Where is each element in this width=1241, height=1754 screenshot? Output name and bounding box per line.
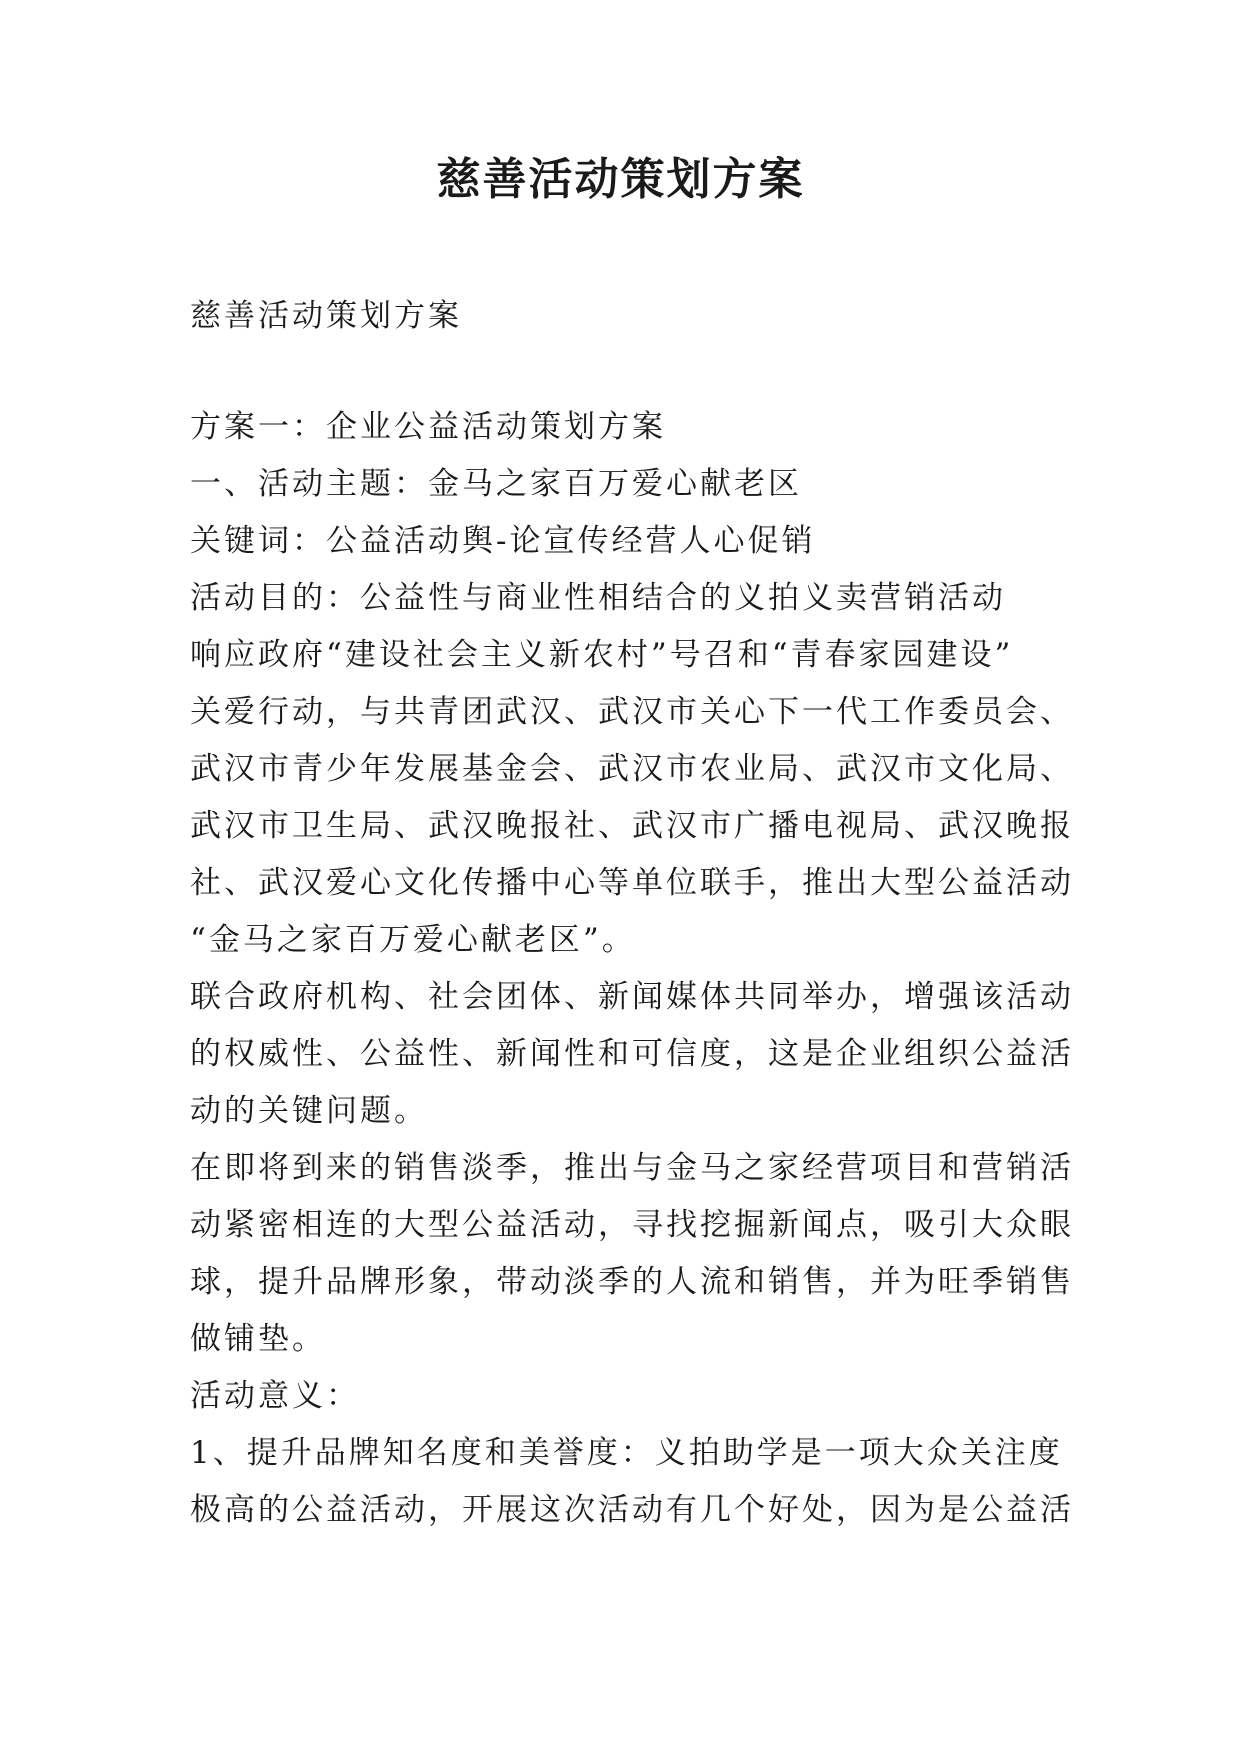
body-line: 武汉市青少年发展基金会、武汉市农业局、武汉市文化局、 <box>190 751 1074 787</box>
body-line: 响应政府“建设社会主义新农村”号召和“青春家园建设” <box>190 637 1014 673</box>
body-line: 一、活动主题：金马之家百万爱心献老区 <box>190 466 802 502</box>
body-line: 1、提升品牌知名度和美誉度：义拍助学是一项大众关注度 <box>190 1435 1063 1471</box>
body-line: 做铺垫。 <box>190 1321 326 1357</box>
body-line: 动的关键问题。 <box>190 1093 428 1129</box>
body-line: 联合政府机构、社会团体、新闻媒体共同举办，增强该活动 <box>190 979 1074 1015</box>
body-line: 武汉市卫生局、武汉晚报社、武汉市广播电视局、武汉晚报 <box>190 808 1074 844</box>
body-line: 活动意义： <box>190 1378 360 1414</box>
body-line: 活动目的：公益性与商业性相结合的义拍义卖营销活动 <box>190 580 1006 616</box>
body-line: 方案一：企业公益活动策划方案 <box>190 409 666 445</box>
body-line: 的权威性、公益性、新闻性和可信度，这是企业组织公益活 <box>190 1036 1074 1072</box>
body-line: 球，提升品牌形象，带动淡季的人流和销售，并为旺季销售 <box>190 1264 1074 1300</box>
body-line: 极高的公益活动，开展这次活动有几个好处，因为是公益活 <box>190 1492 1074 1528</box>
body-line: 关爱行动，与共青团武汉、武汉市关心下一代工作委员会、 <box>190 694 1074 730</box>
document-body <box>190 288 1080 1539</box>
document-subtitle: 慈善活动策划方案 <box>190 298 462 334</box>
body-line: “金马之家百万爱心献老区”。 <box>190 922 636 958</box>
body-line: 动紧密相连的大型公益活动，寻找挖掘新闻点，吸引大众眼 <box>190 1207 1074 1243</box>
body-line: 在即将到来的销售淡季，推出与金马之家经营项目和营销活 <box>190 1150 1074 1186</box>
body-line: 社、武汉爱心文化传播中心等单位联手，推出大型公益活动 <box>190 865 1074 901</box>
document-title: 慈善活动策划方案 <box>436 154 805 205</box>
body-line: 关键词：公益活动舆-论宣传经营人心促销 <box>190 523 816 559</box>
